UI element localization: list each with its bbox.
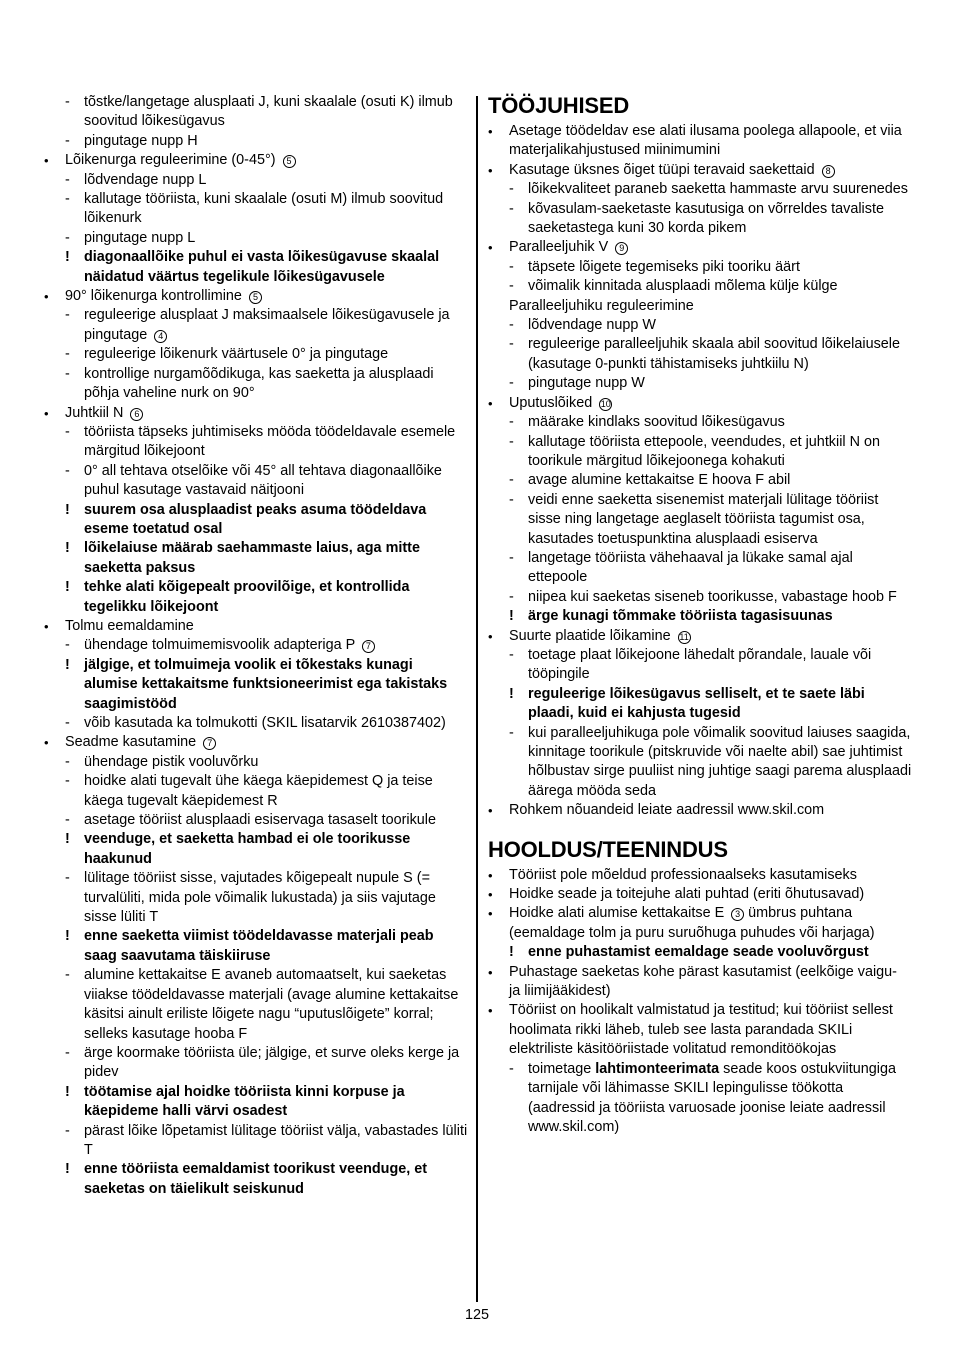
dash-item <box>488 413 912 432</box>
dash-item <box>44 229 468 248</box>
dash-item <box>44 365 468 404</box>
bullet-marker: • <box>488 1003 493 1019</box>
item-text-main: toimetage <box>528 1060 592 1077</box>
dash-item <box>44 636 468 655</box>
item-text-main: Tööriist on hoolikalt valmistatud ja testitud; kui tööriist sellest hoolimata rikki läheb, tuleb see lasta parandada SKILi elektriliste käsitööriistade volitatud remonditöökojas <box>509 1002 893 1058</box>
item-text-main: Puhastage saeketas kohe pärast kasutamist (eelkõige vaigu- ja liimijääkidest) <box>509 963 897 1000</box>
dash-marker: - <box>65 812 70 829</box>
item-text-main: ühendage pistik vooluvõrku <box>84 753 259 770</box>
dash-marker: - <box>509 375 514 392</box>
bullet-marker: • <box>488 867 493 883</box>
dash-marker: - <box>509 181 514 198</box>
dash-marker: - <box>65 171 70 188</box>
dash-item <box>488 549 912 588</box>
dash-item <box>44 345 468 364</box>
item-text-main: kallutage tööriista ettepoole, veendudes, et juhtkiil N on toorikule märgitud lõikejoonega kohakuti <box>528 433 880 469</box>
item-text-main: kõvasulam-saeketaste kasutusiga on võrreldes tavaliste saeketastega kuni 30 korda pikem <box>528 200 884 237</box>
item-text-main: ärge kunagi tõmmake tööriista tagasisuunas <box>528 608 833 625</box>
dash-item <box>488 258 912 277</box>
item-text-main: Hoidke seade ja toitejuhe alati puhtad (eriti õhutusavad) <box>509 886 865 903</box>
warning-marker: ! <box>509 608 514 625</box>
dash-marker: - <box>65 229 70 246</box>
item-text <box>528 471 912 490</box>
item-text-main: ühendage tolmuimemisvoolik adapteriga P <box>84 637 355 654</box>
item-text-main: kallutage tööriista, kuni skaalale (osuti M) ilmub soovitud lõikenurk <box>84 191 444 227</box>
dash-item <box>44 1122 468 1161</box>
item-text <box>84 93 468 132</box>
item-text <box>84 539 468 578</box>
item-text-main: tehke alati kõigepealt proovilõige, et kontrollida tegelikku lõikejoont <box>84 579 410 615</box>
warning-item <box>488 685 912 724</box>
figure-reference: 5 <box>283 155 296 168</box>
item-text-main: alumine kettakaitse E avaneb automaatselt, kui saeketas viiakse töödeldavasse materjali (avage alumine kettakaitse käsitsi ainult eriliste lõigete nagu “uputuslõigete” korral; selleks kasutage hooba F <box>84 967 459 1042</box>
dash-marker: - <box>65 753 70 770</box>
dash-item <box>44 966 468 1044</box>
item-text-main: kui paralleeljuhikuga pole võimalik soovitud laiuses saagida, kinnitage toorikule (pitskruvide või naelte abil) sae juhtimist hõlbustav sirge puuliist ning juhtige saagi parema alusplaadi äärega mööda seda <box>528 724 912 799</box>
item-text <box>84 423 468 462</box>
item-text-main: enne tööriista eemaldamist toorikust veenduge, et saeketas on täielikult seiskunud <box>84 1161 428 1197</box>
item-text <box>509 963 912 1002</box>
bullet-marker: • <box>44 289 49 305</box>
item-text <box>84 811 468 830</box>
item-text-main: tõstke/langetage alusplaati J, kuni skaalale (osuti K) ilmub soovitud lõikesügavus <box>84 94 453 130</box>
item-text <box>65 287 468 306</box>
dash-item <box>44 306 468 345</box>
bullet-item <box>488 627 912 646</box>
bullet-item <box>488 161 912 180</box>
item-text <box>84 248 468 287</box>
item-text <box>528 413 912 432</box>
dash-item <box>488 433 912 472</box>
dash-marker: - <box>509 549 514 566</box>
warning-item <box>488 607 912 626</box>
figure-reference: 8 <box>822 165 835 178</box>
item-text-main: enne puhastamist eemaldage seade vooluvõrgust <box>528 944 869 961</box>
item-text-main: lülitage tööriist sisse, vajutades kõigepealt nupule S (= turvalüliti, mida pole võimalik lukustada) ja siis vajutage sisse lüliti T <box>84 870 436 926</box>
dash-marker: - <box>509 200 514 217</box>
item-text <box>84 656 468 714</box>
figure-reference: 7 <box>203 737 216 750</box>
dash-marker: - <box>65 191 70 208</box>
item-text <box>509 238 912 257</box>
dash-item <box>44 772 468 811</box>
item-text-main: Tööriist pole mõeldud professionaalseks kasutamiseks <box>509 866 857 883</box>
item-text <box>528 491 912 549</box>
item-text-main: Suurte plaatide lõikamine <box>509 627 671 644</box>
dash-item <box>488 491 912 549</box>
bullet-item <box>488 885 912 904</box>
item-text-main: langetage tööriista vähehaaval ja lükake samal ajal ettepoole <box>528 549 853 586</box>
item-text <box>84 636 468 655</box>
warning-marker: ! <box>65 579 70 596</box>
item-text-main: hoidke alati tugevalt ühe käega käepidemest Q ja teise käega tugevalt käepidemest R <box>84 773 433 809</box>
item-text-main: toetage plaat lõikejoone lähedalt põrandale, lauale või tööpingile <box>528 646 872 683</box>
item-text <box>509 904 912 943</box>
figure-reference: 6 <box>130 408 143 421</box>
item-text-main: lõikekvaliteet paraneb saeketta hammaste arvu suurenedes <box>528 181 908 198</box>
warning-marker: ! <box>509 944 514 961</box>
section-heading: HOOLDUS/TEENINDUS <box>488 836 728 862</box>
dash-item <box>44 462 468 501</box>
item-text <box>528 1060 912 1138</box>
item-text-main: Hoidke alati alumise kettakaitse E <box>509 905 725 922</box>
column-divider <box>476 96 478 1302</box>
dash-item <box>44 423 468 462</box>
item-text <box>84 345 468 364</box>
dash-marker: - <box>65 637 70 654</box>
item-text-main: pingutage nupp L <box>84 229 196 246</box>
item-text <box>528 335 912 374</box>
warning-marker: ! <box>65 1083 70 1100</box>
item-text <box>65 617 468 636</box>
dash-item <box>488 374 912 393</box>
bullet-marker: • <box>488 906 493 922</box>
warning-item <box>44 1083 468 1122</box>
dash-marker: - <box>65 132 70 149</box>
dash-marker: - <box>509 336 514 353</box>
item-text <box>509 161 912 180</box>
bullet-item <box>488 238 912 257</box>
item-text <box>84 1122 468 1161</box>
bullet-marker: • <box>488 628 493 644</box>
warning-item <box>44 656 468 714</box>
item-text-main: kontrollige nurgamõõdikuga, kas saeketta ja alusplaadi põhja vaheline nurk on 90° <box>84 365 434 402</box>
warning-marker: ! <box>65 501 70 518</box>
item-text-main: Seadme kasutamine <box>65 734 197 751</box>
item-text <box>528 549 912 588</box>
bullet-item <box>44 404 468 423</box>
item-text-main: Tolmu eemaldamine <box>65 617 194 634</box>
warning-item <box>44 1160 468 1199</box>
item-text <box>84 772 468 811</box>
item-text <box>84 132 468 151</box>
bullet-marker: • <box>488 162 493 178</box>
left-column <box>44 93 468 1199</box>
dash-item <box>44 1044 468 1083</box>
bullet-item <box>488 394 912 413</box>
item-text-main: suurem osa alusplaadist peaks asuma töödeldava eseme toetatud osal <box>84 501 427 537</box>
item-text <box>84 171 468 190</box>
item-text-main: määrake kindlaks soovitud lõikesügavus <box>528 414 785 431</box>
item-text-main: Lõikenurga reguleerimine (0-45°) <box>65 152 276 169</box>
item-text <box>528 724 912 802</box>
dash-marker: - <box>509 724 514 741</box>
item-text-main: Juhtkiil N <box>65 404 124 421</box>
item-text <box>65 151 468 170</box>
item-text <box>84 966 468 1044</box>
item-text-main: võimalik kinnitada alusplaadi mõlema külje külge <box>528 278 838 295</box>
bullet-marker: • <box>488 240 493 256</box>
item-text-main: Asetage töödeldav ese alati ilusama poolega allapoole, et viia materjalikahjustused miinimumini <box>509 123 902 159</box>
item-text-after: ümbrus puhtana (eemaldage tolm ja puru suruõhuga puhudes või harjaga) <box>509 905 875 941</box>
item-text-main: pingutage nupp H <box>84 132 198 149</box>
bullet-item <box>488 904 912 943</box>
figure-reference: 9 <box>615 242 628 255</box>
dash-marker: - <box>509 278 514 295</box>
warning-item <box>44 830 468 869</box>
item-text-main: täpsete lõigete tegemiseks piki tooriku äärt <box>528 258 800 275</box>
item-text-main: töötamise ajal hoidke tööriista kinni korpuse ja käepideme halli värvi osadest <box>84 1083 405 1120</box>
item-text <box>84 869 468 927</box>
item-text-main: Kasutage üksnes õiget tüüpi teravaid saekettaid <box>509 161 815 178</box>
dash-marker: - <box>65 423 70 440</box>
item-text <box>509 627 912 646</box>
warning-item <box>44 539 468 578</box>
item-text-main: tööriista täpseks juhtimiseks mööda töödeldavale esemele märgitud lõikejoont <box>84 423 456 460</box>
warning-marker: ! <box>65 656 70 673</box>
item-text-main: Paralleeljuhik V <box>509 239 609 256</box>
bullet-item <box>488 963 912 1002</box>
bullet-item <box>488 122 912 161</box>
item-text-main: pingutage nupp W <box>528 375 645 392</box>
bullet-marker: • <box>44 618 49 634</box>
figure-reference: 5 <box>249 291 262 304</box>
dash-marker: - <box>509 1060 514 1077</box>
dash-item <box>488 646 912 685</box>
warning-item <box>44 501 468 540</box>
item-text-main: ärge koormake tööriista üle; jälgige, et surve oleks kerge ja pidev <box>84 1044 460 1081</box>
dash-item <box>44 171 468 190</box>
dash-marker: - <box>65 94 70 110</box>
dash-marker: - <box>65 346 70 363</box>
dash-marker: - <box>65 715 70 731</box>
item-text <box>509 801 912 820</box>
section-heading: TÖÖJUHISED <box>488 93 630 118</box>
item-text-main: avage alumine kettakaitse E hoova F abil <box>528 472 791 489</box>
dash-item <box>44 190 468 229</box>
item-text <box>528 180 912 199</box>
item-text <box>528 685 912 724</box>
item-text <box>528 588 912 607</box>
warning-marker: ! <box>65 249 70 266</box>
bullet-item <box>44 151 468 170</box>
dash-item <box>488 724 912 802</box>
item-text <box>84 306 468 345</box>
item-text <box>84 714 468 733</box>
bullet-marker: • <box>488 803 493 819</box>
dash-item <box>488 200 912 239</box>
warning-item <box>44 578 468 617</box>
dash-item <box>488 471 912 490</box>
figure-reference: 7 <box>362 640 375 653</box>
item-text <box>528 433 912 472</box>
item-text <box>65 733 468 752</box>
item-text-bold: lahtimonteerimata <box>595 1060 720 1077</box>
item-text <box>84 501 468 540</box>
item-text-main: reguleerige alusplaat J maksimaalsele lõikesügavusele ja pingutage <box>84 307 450 343</box>
bullet-marker: • <box>488 124 493 139</box>
warning-marker: ! <box>65 1161 70 1178</box>
item-text-main: niipea kui saeketas siseneb toorikusse, vabastage hoob F <box>528 588 897 605</box>
item-text-main: pärast lõike lõpetamist lülitage tööriist välja, vabastades lüliti T <box>84 1122 468 1158</box>
item-text <box>528 943 912 962</box>
dash-marker: - <box>65 967 70 984</box>
item-text <box>528 374 912 393</box>
dash-item <box>44 869 468 927</box>
item-text <box>509 866 912 885</box>
item-text-main: võib kasutada ka tolmukotti (SKIL lisatarvik 2610387402) <box>84 715 446 731</box>
item-text-main: lõikelaiuse määrab saehammaste laius, aga mitte saeketta paksus <box>84 540 420 576</box>
item-text <box>84 753 468 772</box>
item-text-main: 90° lõikenurga kontrollimine <box>65 288 242 305</box>
item-text <box>509 885 912 904</box>
item-text <box>84 1160 468 1199</box>
bullet-marker: • <box>44 153 49 169</box>
bullet-item <box>44 733 468 752</box>
warning-item <box>44 927 468 966</box>
item-text-main: lõdvendage nupp W <box>528 317 657 334</box>
item-text-main: asetage tööriist alusplaadi esiservaga tasaselt toorikule <box>84 812 436 829</box>
item-text-after: seade koos ostukviitungiga tarnijale või lähimasse SKILI lepingulisse töökotta (aadressid ja tööriista varuosade joonise leiate aadressil www.skil.com) <box>528 1060 896 1135</box>
dash-marker: - <box>65 1122 70 1139</box>
item-text <box>84 462 468 501</box>
dash-item <box>44 93 468 132</box>
item-text-main: enne saeketta viimist töödeldavasse materjali peab saag saavutama täiskiiruse <box>84 928 434 964</box>
dash-item <box>488 1060 912 1138</box>
bullet-item <box>44 287 468 306</box>
bullet-marker: • <box>488 887 493 903</box>
figure-reference: 3 <box>731 908 744 921</box>
dash-marker: - <box>509 491 514 508</box>
item-text <box>528 607 912 626</box>
item-text-main: lõdvendage nupp L <box>84 171 207 188</box>
bullet-marker: • <box>488 964 493 980</box>
item-text <box>84 365 468 404</box>
item-text <box>84 578 468 617</box>
warning-marker: ! <box>65 540 70 557</box>
item-text <box>528 646 912 685</box>
dash-marker: - <box>65 307 70 324</box>
warning-marker: ! <box>509 685 514 702</box>
bullet-marker: • <box>44 405 49 421</box>
item-text-main: reguleerige lõikenurk väärtusele 0° ja pingutage <box>84 346 389 363</box>
item-text <box>65 404 468 423</box>
warning-item <box>44 248 468 287</box>
dash-item <box>488 588 912 607</box>
dash-item <box>44 714 468 733</box>
item-text <box>528 200 912 239</box>
item-text <box>509 122 912 161</box>
item-text <box>84 229 468 248</box>
item-text <box>84 1083 468 1122</box>
item-text-main: veidi enne saeketta sisenemist materjali lülitage tööriist sisse ning langetage aeglaselt tööriista tagumist osa, kasutades toetuspunktina alusplaadi esiserva <box>528 491 879 547</box>
plain-item <box>488 297 912 316</box>
dash-marker: - <box>65 870 70 887</box>
dash-marker: - <box>509 472 514 489</box>
right-column <box>488 93 912 1137</box>
item-text-main: Paralleeljuhiku reguleerimine <box>509 297 694 314</box>
bullet-item <box>488 801 912 820</box>
item-text <box>84 830 468 869</box>
dash-marker: - <box>509 258 514 275</box>
dash-marker: - <box>509 433 514 450</box>
item-text-main: Rohkem nõuandeid leiate aadressil www.skil.com <box>509 802 825 819</box>
dash-marker: - <box>65 365 70 382</box>
item-text <box>528 258 912 277</box>
bullet-item <box>44 617 468 636</box>
page-number: 125 <box>464 1307 489 1323</box>
dash-marker: - <box>509 646 514 663</box>
item-text <box>528 316 912 335</box>
bullet-marker: • <box>488 395 493 411</box>
item-text <box>509 1001 912 1059</box>
dash-item <box>488 335 912 374</box>
item-text-main: reguleerige lõikesügavus selliselt, et te saete läbi plaadi, kuid ei kahjusta tugesid <box>528 685 865 722</box>
dash-item <box>488 277 912 296</box>
figure-reference: 11 <box>679 631 689 642</box>
figure-reference: 4 <box>154 330 167 343</box>
dash-marker: - <box>65 1044 70 1061</box>
item-text-main: Uputuslõiked <box>509 394 593 411</box>
dash-marker: - <box>65 773 70 790</box>
warning-marker: ! <box>65 831 70 848</box>
figure-reference: 10 <box>600 398 611 409</box>
item-text <box>509 297 912 316</box>
bullet-item <box>488 1001 912 1059</box>
item-text-main: diagonaallõike puhul ei vasta lõikesügavuse skaalal näidatud väärtus tegelikule lõikesügavusele <box>84 249 440 285</box>
dash-marker: - <box>509 588 514 605</box>
item-text-main: reguleerige paralleeljuhik skaala abil soovitud lõikelaiusele (kasutage 0-punkti tähistamiseks juhtkiilu N) <box>528 336 900 372</box>
item-text-main: jälgige, et tolmuimeja voolik ei tõkestaks kunagi alumise kettakaitsme funktsioneerimist ega takistaks saagimistööd <box>84 656 448 712</box>
bullet-item <box>488 866 912 885</box>
dash-item <box>44 753 468 772</box>
warning-item <box>488 943 912 962</box>
dash-item <box>488 180 912 199</box>
bullet-marker: • <box>44 735 49 751</box>
item-text <box>84 190 468 229</box>
item-text-main: 0° all tehtava otselõike või 45° all tehtava diagonaallõike puhul kasutage vastavaid näitjooni <box>84 462 442 499</box>
dash-marker: - <box>509 414 514 431</box>
item-text <box>528 277 912 296</box>
warning-marker: ! <box>65 928 70 945</box>
dash-marker: - <box>65 462 70 479</box>
dash-marker: - <box>509 317 514 334</box>
item-text <box>84 927 468 966</box>
item-text-main: veenduge, et saeketta hambad ei ole toorikusse haakunud <box>84 831 411 867</box>
item-text <box>509 394 912 413</box>
dash-item <box>488 316 912 335</box>
dash-item <box>44 132 468 151</box>
dash-item <box>44 811 468 830</box>
item-text <box>84 1044 468 1083</box>
